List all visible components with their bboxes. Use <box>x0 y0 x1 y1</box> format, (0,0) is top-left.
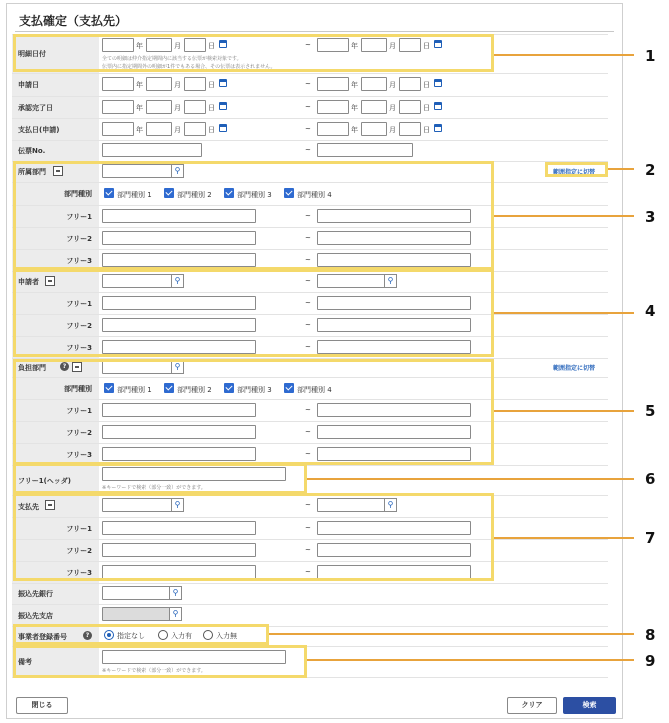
detail-date-to-year-unit: 年 <box>351 42 358 50</box>
apply-date-to-month-unit: 月 <box>389 81 396 89</box>
leader-line-3 <box>494 215 634 217</box>
free1-header-hint: ※キーワードで検索（部分一致）ができます。 <box>102 485 206 491</box>
applicant-free2-tilde: ~ <box>305 321 311 329</box>
calendar-icon[interactable] <box>434 102 442 110</box>
calendar-icon[interactable] <box>219 124 227 132</box>
free1-header-label: フリー1(ヘッダ) <box>18 476 71 485</box>
detail-date-to-day-unit: 日 <box>423 42 430 50</box>
pay-date-from-year-input[interactable] <box>102 122 134 136</box>
applicant-free1-label: フリー1 <box>66 299 92 308</box>
applicant-free2-label: フリー2 <box>66 321 92 330</box>
dept-type-label-3: 部門種別 3 <box>237 191 272 199</box>
approve-date-to-month-input[interactable] <box>361 100 387 114</box>
callout-number-7: 7 <box>645 529 656 547</box>
calendar-icon[interactable] <box>434 124 442 132</box>
approve-date-label-cell <box>12 97 99 119</box>
burden-dept-type-label-3: 部門種別 3 <box>237 386 272 394</box>
detail-date-hint-2: 伝票内に指定期間外の明細が1件でもある場合、その伝票は表示されません。 <box>102 64 276 70</box>
branch-label: 振込先支店 <box>18 611 53 620</box>
pay-date-from-month-input[interactable] <box>146 122 172 136</box>
callout-number-9: 9 <box>645 652 656 670</box>
apply-date-label: 申請日 <box>18 81 39 89</box>
detail-date-hint-1: 全ての明細は仲介指定期間内に該当する伝票が検索対象です。 <box>102 56 242 62</box>
burden-free1-tilde: ~ <box>305 406 311 414</box>
highlight-box-2 <box>545 162 608 177</box>
highlight-box-6 <box>13 463 307 494</box>
applicant-free1-tilde: ~ <box>305 299 311 307</box>
pay-date-tilde: ~ <box>305 125 311 133</box>
pay-date-to-month-unit: 月 <box>389 126 396 134</box>
apply-date-from-month-unit: 月 <box>174 81 181 89</box>
apply-date-from-day-input[interactable] <box>184 77 206 91</box>
highlight-box-8 <box>13 624 269 645</box>
approve-date-to-month-unit: 月 <box>389 104 396 112</box>
dept-free2-tilde: ~ <box>305 234 311 242</box>
voucher-no-label: 伝票No. <box>18 147 46 155</box>
apply-date-to-year-unit: 年 <box>351 81 358 89</box>
dept-free3-tilde: ~ <box>305 256 311 264</box>
payee-free3-label: フリー3 <box>66 568 92 577</box>
voucher-no-to-input[interactable] <box>317 143 413 157</box>
approve-date-from-month-unit: 月 <box>174 104 181 112</box>
dept-label: 所属部門 <box>18 168 46 176</box>
payee-free2-tilde: ~ <box>305 546 311 554</box>
pay-date-to-month-input[interactable] <box>361 122 387 136</box>
voucher-no-label-cell <box>12 141 99 161</box>
dept-range-link[interactable]: 範囲指定に切替 <box>553 169 596 176</box>
approve-date-to-year-input[interactable] <box>317 100 349 114</box>
burden-dept-type-label: 部門種別 <box>64 384 92 393</box>
apply-date-from-month-input[interactable] <box>146 77 172 91</box>
callout-number-8: 8 <box>645 626 656 644</box>
approve-date-label: 承認完了日 <box>18 104 53 112</box>
payee-free1-tilde: ~ <box>305 524 311 532</box>
voucher-no-tilde: ~ <box>305 146 311 154</box>
approve-date-to-year-unit: 年 <box>351 104 358 112</box>
page-title: 支払確定（支払先） <box>19 14 128 28</box>
approve-date-to-day-unit: 日 <box>423 104 430 112</box>
highlight-box-4 <box>13 269 494 357</box>
search-icon: ⚲ <box>174 362 181 371</box>
title-divider <box>15 31 614 32</box>
pay-date-to-year-unit: 年 <box>351 126 358 134</box>
search-button[interactable]: 検索 <box>563 697 616 714</box>
approve-date-from-day-input[interactable] <box>184 100 206 114</box>
apply-date-to-year-input[interactable] <box>317 77 349 91</box>
dept-free2-label: フリー2 <box>66 234 92 243</box>
calendar-icon[interactable] <box>219 79 227 87</box>
apply-date-from-day-unit: 日 <box>208 81 215 89</box>
burden-dept-range-link[interactable]: 範囲指定に切替 <box>553 365 596 372</box>
payee-free3-tilde: ~ <box>305 568 311 576</box>
payee-free1-label: フリー1 <box>66 524 92 533</box>
reg-no-option-label-1: 指定なし <box>117 632 145 640</box>
callout-number-5: 5 <box>645 402 656 420</box>
apply-date-to-month-input[interactable] <box>361 77 387 91</box>
leader-line-8 <box>269 633 634 635</box>
note-hint: ※キーワードで検索（部分一致）ができます。 <box>102 668 206 674</box>
bank-input[interactable] <box>102 586 170 600</box>
burden-dept-type-label-1: 部門種別 1 <box>117 386 152 394</box>
leader-line-9 <box>307 659 634 661</box>
apply-date-to-day-unit: 日 <box>423 81 430 89</box>
dept-type-label: 部門種別 <box>64 190 92 198</box>
search-icon: ⚲ <box>174 276 181 285</box>
reg-no-option-label-2: 入力有 <box>171 632 192 640</box>
applicant-free3-tilde: ~ <box>305 343 311 351</box>
burden-free2-tilde: ~ <box>305 428 311 436</box>
highlight-box-9 <box>13 645 307 678</box>
bank-label-cell <box>12 584 99 604</box>
branch-label-cell <box>12 605 99 626</box>
pay-date-from-month-unit: 月 <box>174 126 181 134</box>
highlight-box-1 <box>13 34 494 72</box>
approve-date-to-day-input[interactable] <box>399 100 421 114</box>
burden-free1-label: フリー1 <box>66 406 92 415</box>
approve-date-from-month-input[interactable] <box>146 100 172 114</box>
bank-label: 振込先銀行 <box>18 590 53 598</box>
pay-date-from-year-unit: 年 <box>136 126 143 134</box>
reg-no-option-label-3: 入力無 <box>216 632 237 640</box>
payee-label: 支払先 <box>18 502 39 511</box>
leader-line-6 <box>307 478 634 480</box>
dept-free1-tilde: ~ <box>305 212 311 220</box>
burden-free2-label: フリー2 <box>66 428 92 437</box>
burden-dept-help-icon[interactable]: ? <box>60 362 69 371</box>
applicant-free3-label: フリー3 <box>66 343 92 352</box>
callout-number-2: 2 <box>645 161 656 179</box>
apply-date-from-year-input[interactable] <box>102 77 134 91</box>
burden-dept-type-label-2: 部門種別 2 <box>177 386 212 394</box>
applicant-tilde: ~ <box>305 277 311 285</box>
search-icon: ⚲ <box>174 500 181 509</box>
clear-button[interactable]: クリア <box>507 697 557 714</box>
approve-date-tilde: ~ <box>305 103 311 111</box>
apply-date-to-day-input[interactable] <box>399 77 421 91</box>
leader-line-5 <box>494 410 634 412</box>
close-button[interactable]: 閉じる <box>16 697 68 714</box>
highlight-box-5 <box>13 359 494 465</box>
dept-free1-label: フリー1 <box>66 212 92 221</box>
detail-date-tilde: ~ <box>305 41 311 49</box>
search-icon: ⚲ <box>387 500 394 509</box>
burden-dept-label: 負担部門 <box>18 364 46 372</box>
burden-free3-tilde: ~ <box>305 450 311 458</box>
approve-date-from-year-unit: 年 <box>136 104 143 112</box>
apply-date-label-cell <box>12 74 99 96</box>
voucher-no-from-input[interactable] <box>102 143 202 157</box>
branch-input[interactable] <box>102 607 170 621</box>
applicant-label: 申請者 <box>18 278 39 286</box>
apply-date-tilde: ~ <box>305 80 311 88</box>
search-icon: ⚲ <box>174 166 181 175</box>
pay-date-from-day-input[interactable] <box>184 122 206 136</box>
detail-date-to-month-unit: 月 <box>389 42 396 50</box>
callout-number-6: 6 <box>645 470 656 488</box>
pay-date-to-day-unit: 日 <box>423 126 430 134</box>
callout-number-4: 4 <box>645 302 656 320</box>
calendar-icon[interactable] <box>434 79 442 87</box>
burden-free3-label: フリー3 <box>66 450 92 459</box>
detail-date-label: 明細日付 <box>18 50 46 58</box>
search-icon: ⚲ <box>387 276 394 285</box>
highlight-box-3 <box>13 161 494 270</box>
leader-line-2 <box>608 168 634 170</box>
callout-number-1: 1 <box>645 47 656 65</box>
payee-free2-label: フリー2 <box>66 546 92 555</box>
dept-type-label-2: 部門種別 2 <box>177 191 212 199</box>
reg-no-label: 事業者登録番号 <box>18 632 67 641</box>
reg-no-help-icon[interactable]: ? <box>83 631 92 640</box>
pay-date-to-day-input[interactable] <box>399 122 421 136</box>
detail-date-from-year-unit: 年 <box>136 42 143 50</box>
pay-date-label: 支払日(申請) <box>18 126 60 134</box>
pay-date-to-year-input[interactable] <box>317 122 349 136</box>
callout-number-3: 3 <box>645 208 656 226</box>
branch-search-button[interactable] <box>169 607 182 621</box>
leader-line-1 <box>494 54 634 56</box>
highlight-box-7 <box>13 493 494 581</box>
leader-line-4 <box>494 312 634 314</box>
dept-type-label-4: 部門種別 4 <box>297 191 332 199</box>
calendar-icon[interactable] <box>219 102 227 110</box>
note-label: 備考 <box>18 658 32 666</box>
approve-date-from-day-unit: 日 <box>208 104 215 112</box>
approve-date-from-year-input[interactable] <box>102 100 134 114</box>
search-icon: ⚲ <box>172 609 179 618</box>
dept-free3-label: フリー3 <box>66 256 92 265</box>
detail-date-from-month-unit: 月 <box>174 42 181 50</box>
search-icon: ⚲ <box>172 588 179 597</box>
pay-date-label-cell <box>12 119 99 141</box>
pay-date-from-day-unit: 日 <box>208 126 215 134</box>
burden-dept-type-label-4: 部門種別 4 <box>297 386 332 394</box>
detail-date-from-day-unit: 日 <box>208 42 215 50</box>
apply-date-from-year-unit: 年 <box>136 81 143 89</box>
payee-tilde: ~ <box>305 501 311 509</box>
leader-line-7 <box>494 537 634 539</box>
dept-type-label-1: 部門種別 1 <box>117 191 152 199</box>
bank-search-button[interactable] <box>169 586 182 600</box>
